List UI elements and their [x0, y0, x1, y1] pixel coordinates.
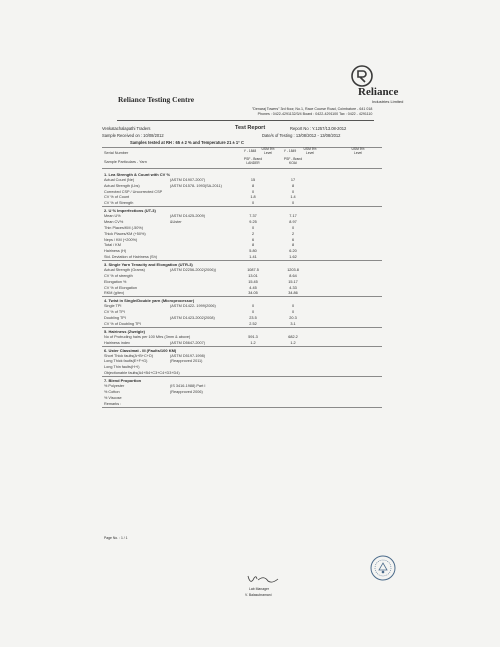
test-conditions: Samples tested at RH : 65 ± 2 % and Temperature 21 ± 1° C [130, 140, 244, 145]
row-value-sample-2: 8.64 [289, 273, 297, 278]
row-value-sample-1: 7.37 [249, 214, 257, 219]
sample-particulars-label: Sample Particulars - Yarn [104, 160, 147, 164]
row-value-sample-1: 0 [251, 225, 255, 230]
row-value-sample-1: 0 [251, 304, 255, 309]
row-label: Std. Deviation of Hairiness (Sh) [104, 255, 157, 260]
row-label: CV % of Doubling TPI [104, 321, 141, 326]
section-divider [102, 346, 382, 347]
section-divider [102, 296, 382, 297]
row-label: Mean U% [104, 214, 121, 219]
row-value-sample-2: 7.17 [289, 214, 297, 219]
row-value-sample-1: 8 [251, 243, 255, 248]
row-value-sample-2: 8 [291, 183, 295, 188]
particular-1: PSF - Brand LANDER [243, 157, 263, 165]
row-value-sample-2: 8.97 [289, 220, 297, 224]
info-divider [102, 147, 382, 148]
report-number: Report No : Y.1257/13.08-2012 [290, 126, 347, 131]
row-value-sample-2: 0 [291, 189, 295, 194]
received-date: Sample Received on : 10/08/2012 [102, 133, 164, 138]
row-method: (ASTM D1422- 1999(2006) [170, 304, 216, 309]
row-value-sample-1: 591.3 [248, 334, 258, 339]
section-title: 7. Blend Proportion [104, 378, 142, 384]
page-number: Page No. : 1 / 1 [104, 536, 128, 540]
column-header-divider [102, 168, 382, 169]
row-value-sample-1: 23.5 [249, 316, 257, 320]
address-line-2: Phones : 0422-4291132/3/4 Board : 0422-4291100 Tax : 0422 - 4291110 [257, 111, 373, 116]
header-divider [117, 120, 374, 121]
row-value-sample-2: 1.4 [290, 195, 296, 200]
row-value-sample-1: 8 [251, 183, 255, 188]
row-value-sample-1: 5.80 [249, 249, 257, 254]
row-label: Mean CV% [104, 220, 124, 224]
col-y1848: Y - 1848 [243, 149, 257, 153]
col-usm-3: USM 5% Level [351, 147, 365, 155]
row-label: No of Protruding hairs per 100 Mtrs (3mm & above) [104, 334, 191, 339]
section-divider [102, 206, 382, 207]
row-value-sample-2: 17 [290, 177, 296, 182]
row-method: (Reapproved 2011) [170, 359, 203, 364]
row-value-sample-1: 15.45 [248, 279, 258, 284]
row-method: (ASTM D1423-2002(2008) [170, 316, 215, 320]
row-value-sample-2: 4.33 [289, 285, 297, 290]
section-title: 4. Twist in Single/Double yarn (Microprocessor) [104, 298, 195, 304]
row-value-sample-2: 0 [291, 310, 295, 315]
address-line-1: "Denaraj Towers" 3rd floor, No.1, Race Course Road, Coimbatore - 641 018 [252, 107, 373, 111]
row-label: CV % of strength [104, 273, 133, 278]
row-value-sample-1: 2.52 [249, 321, 257, 326]
brand-subtitle: Industries Limited [372, 99, 404, 104]
row-label: Short Thick faults(A+B+C+D) [104, 353, 153, 358]
signer-name: V. Balasubramani [245, 593, 272, 597]
row-value-sample-2: 8 [291, 243, 295, 248]
signer-title: Lab Manager [249, 587, 269, 591]
row-value-sample-1: 0 [251, 189, 255, 194]
row-value-sample-2: 15.17 [288, 279, 298, 284]
row-label: Elongation % [104, 279, 127, 284]
section-title: 5. Hairiness (Zweigle) [104, 328, 145, 334]
section-divider [102, 407, 382, 408]
row-value-sample-2: 0 [291, 304, 295, 309]
section-divider [102, 327, 382, 328]
row-value-sample-2: 1.2 [290, 340, 296, 345]
report-heading: Test Report [235, 125, 266, 131]
section-title: 3. Single Yarn Tenacity and Elongation (UTR-3) [104, 262, 193, 268]
row-value-sample-2: 1.62 [289, 255, 297, 260]
brand-name: Reliance [358, 86, 399, 98]
customer-name: Venkatachalapathi Traders [102, 126, 151, 131]
row-label: CV % of Elongation [104, 285, 137, 290]
row-value-sample-2: 0 [291, 225, 295, 230]
row-label: Long Thick faults(E+F+G) [104, 359, 148, 364]
row-label: Remarks : [104, 401, 122, 406]
row-value-sample-2: 1203.8 [287, 268, 299, 272]
row-label: Single TPI [104, 304, 122, 309]
row-value-sample-2: 0 [291, 201, 295, 206]
row-value-sample-2: 20.3 [289, 316, 297, 320]
section-title: 1. Lea Strength & Count with CV % [104, 172, 171, 177]
row-method: &Uster [170, 220, 182, 224]
col-usm-1: USM 5% Level [261, 147, 275, 155]
row-method: (ASTM D5197-1998) [170, 353, 206, 358]
row-value-sample-2: 34.86 [288, 291, 298, 296]
row-value-sample-1: 2 [251, 231, 255, 236]
row-label: Corrected CSP / Uncorrected CSP [104, 189, 163, 194]
row-label: Actual Strength (Lbs) [104, 183, 140, 188]
row-value-sample-1: 0 [251, 201, 255, 206]
row-label: CV % of TPI [104, 310, 125, 315]
serial-number-label: Serial Number [104, 151, 129, 155]
row-value-sample-1: 4.45 [249, 285, 257, 290]
section-divider [102, 376, 382, 377]
row-label: Hairiness index [104, 340, 130, 345]
row-label: CV % of Strength [104, 201, 134, 206]
row-label: Thin Places/KM (-50%) [104, 225, 144, 230]
row-value-sample-2: 6 [291, 237, 295, 242]
row-label: Neps / KM (+200%) [104, 237, 138, 242]
col-usm-2: USM 5% Level [303, 147, 317, 155]
row-label: Hairiness (H) [104, 249, 127, 254]
row-method: (ASTM D5647-2007) [170, 340, 206, 345]
row-value-sample-1: 1087.5 [247, 268, 259, 272]
row-label: Objectionable faults(A4+B4+C3+C4+D3+D4) [104, 371, 180, 376]
row-value-sample-1: 1.8 [250, 195, 256, 200]
section-title: 2. U % Imperfections (UT-3) [104, 208, 156, 214]
signature-icon [244, 572, 284, 586]
row-value-sample-2: 6.20 [289, 249, 297, 254]
row-label: % Polyester [104, 383, 125, 388]
page-title: Reliance Testing Centre [118, 95, 195, 104]
row-value-sample-1: 6 [251, 237, 255, 242]
row-method: (ASTM D1907-2007) [170, 177, 206, 182]
row-value-sample-2: 2 [291, 231, 295, 236]
row-label: Doubling TPI [104, 316, 126, 320]
row-value-sample-1: 15 [250, 177, 256, 182]
col-y1849: Y - 1849 [283, 149, 297, 153]
row-label: Actual Strength (Grams) [104, 268, 145, 272]
row-label: Thick Places/KM (+50%) [104, 231, 146, 236]
particular-2: PSF - Brand KOAI [283, 157, 303, 165]
row-method: (ASTM D1425-2009) [170, 214, 206, 219]
row-method: (ASTM D1578- 1993(SA-2011) [170, 183, 222, 188]
row-value-sample-2: 3.1 [290, 321, 296, 326]
row-label: % Cotton [104, 389, 120, 394]
row-value-sample-2: 682.2 [288, 334, 298, 339]
row-value-sample-1: 13.01 [248, 273, 258, 278]
row-value-sample-1: 0 [251, 310, 255, 315]
row-value-sample-1: 1.2 [250, 340, 256, 345]
section-divider [102, 260, 382, 261]
row-method: (ASTM D2256-2002(2006)) [170, 268, 217, 272]
row-method: (IS 3416-1988) Part I [170, 383, 206, 388]
row-label: RKM (g/tex) [104, 291, 125, 296]
address-block [252, 107, 372, 117]
row-value-sample-1: 1.41 [249, 255, 257, 260]
row-value-sample-1: 34.05 [248, 291, 258, 296]
section-title: 6. Uster Classimat - III (Faults/100 KM) [104, 347, 177, 353]
row-label: Total / KM [104, 243, 121, 248]
row-label: CV % of Count [104, 195, 130, 200]
accreditation-seal-icon [370, 555, 396, 581]
row-method: (Reapproved 2006) [170, 389, 203, 394]
row-label: Long Thin faults(H+I) [104, 365, 140, 370]
row-label: Actual Count (Ne) [104, 177, 135, 182]
row-value-sample-1: 9.25 [249, 220, 257, 224]
row-label: % Viscose [104, 395, 122, 400]
testing-dates: Date/s of Testing : 13/08/2012 - 13/08/2012 [262, 133, 341, 138]
